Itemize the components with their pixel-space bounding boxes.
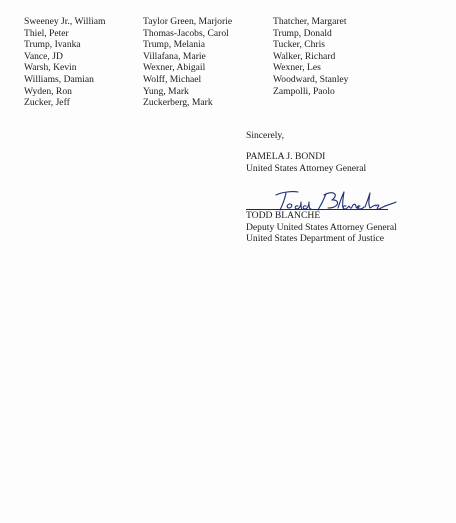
names-column-3 (273, 16, 348, 97)
name-entry: Trump, Ivanka (24, 39, 81, 51)
name-entry: Trump, Melania (143, 39, 206, 51)
names-column-1 (24, 16, 106, 109)
signer-name: TODD BLANCHE (246, 210, 321, 221)
name-entry: Wexner, Les (273, 62, 321, 74)
name-entry: Sweeney Jr., William (24, 16, 106, 27)
name-entry: Zampolli, Paolo (273, 85, 335, 97)
name-entry: Walker, Richard (273, 50, 336, 62)
name-entry: Wexner, Abigail (143, 62, 206, 74)
name-entry: Zucker, Jeff (24, 97, 70, 109)
name-entry: Zuckerberg, Mark (143, 97, 213, 109)
name-entry: Wyden, Ron (24, 85, 72, 97)
name-entry: Thatcher, Margaret (273, 16, 347, 27)
signer-name: PAMELA J. BONDI (246, 151, 326, 162)
name-entry: Williams, Damian (24, 73, 94, 85)
name-entry: Yung, Mark (143, 85, 189, 97)
name-entry: Thiel, Peter (24, 27, 69, 39)
names-column-2 (143, 16, 232, 109)
name-entry: Woodward, Stanley (273, 73, 349, 85)
signer-title: Deputy United States Attorney General (246, 221, 397, 233)
name-entry: Villafana, Marie (143, 50, 206, 62)
name-entry: Taylor Green, Marjorie (143, 16, 233, 27)
closing-line: Sincerely, (246, 130, 285, 141)
name-entry: Vance, JD (24, 50, 63, 62)
name-entry: Thomas-Jacobs, Carol (143, 27, 229, 39)
name-entry: Tucker, Chris (273, 39, 326, 51)
name-entry: Wolff, Michael (143, 73, 202, 85)
signer-department: United States Department of Justice (246, 233, 385, 245)
signer-title: United States Attorney General (246, 162, 367, 174)
name-entry: Warsh, Kevin (24, 62, 77, 74)
signer-block-attorney-general (246, 151, 366, 174)
name-entry: Trump, Donald (273, 27, 332, 39)
signer-block-deputy-attorney-general (246, 210, 397, 245)
